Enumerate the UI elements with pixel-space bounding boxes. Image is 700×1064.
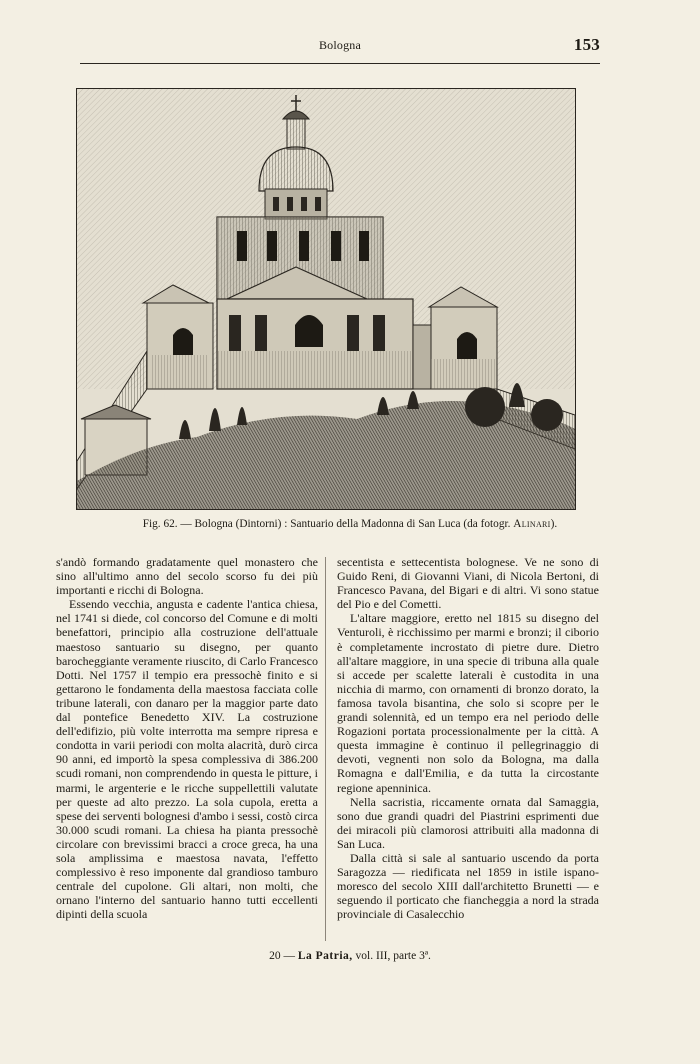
figure-caption [60,518,640,530]
signature-title: La Patria, [297,950,353,962]
left-paragraph-1: s'andò formando gradatamente quel monastero che sino all'ultimo anno del secolo scorso fu dei più importanti e ricchi di Bologna. [56,555,318,598]
right-column [337,555,599,945]
page-number: 153 [573,35,600,54]
running-title: Bologna [318,38,362,52]
signature-volume: vol. III, parte 3ª. [352,950,431,962]
engraving-svg [77,89,575,509]
header-rule [80,63,600,64]
right-paragraph-3: Nella sacristia, riccamente ornata dal Samaggia, sono due grandi quadri del Piastrini esprimenti due dei miracoli più clamorosi attribuiti alla madonna di San Luca. [337,794,599,851]
left-column [56,555,318,945]
right-paragraph-4: Dalla città si sale al santuario uscendo da porta Saragozza — riedificata nel 1859 in istile ispano-moresco del secolo XIII dall'architetto Brunetti — e seguendo il porticato che fiancheggia a nord la strada provinciale di Casalecchio [337,850,599,922]
sanctuary-illustration [76,88,576,510]
caption-text: Fig. 62. — Bologna (Dintorni) : Santuario della Madonna di San Luca (da fotogr. [142,518,514,530]
right-paragraph-2: L'altare maggiore, eretto nel 1815 su disegno del Venturoli, è ricchissimo per marmi e bronzi; il ciborio è completamente incrostato di pietre dure. Dietro all'altare maggiore, in una specie di tribuna alla quale si accede per scalette laterali è custodita in una nicchia di marmo, con ornamenti di bronzo dorato, la famosa tavola bisantina, che solo si scopre per le grandi solennità, ed un tempo era nel periodo delle Rogazioni portata processionalmente per la città. A questa immagine è continuo il pellegrinaggio di devoti, vegnenti non solo da Bologna, ma dalla Romagna e dall'Emilia, e da tutta la circostante regione apenninica. [337,611,599,795]
column-divider [325,557,326,941]
lantern [287,115,305,149]
caption-end: ). [550,518,558,530]
signature-line [0,950,700,962]
right-paragraph-1: secentista e settecentista bolognese. Ve ne sono di Guido Reni, di Giovanni Viani, di Nicola Bertoni, di Francesco Pavana, del Bigari e di altri. Vi sono statue del Pio e del Cometti. [337,555,599,612]
running-head [80,35,600,54]
signature-number: 20 — [269,950,298,962]
left-paragraph-2: Essendo vecchia, angusta e cadente l'antica chiesa, nel 1741 si diede, col concorso del Comune e di molti benefattori, principio alla costruzione dell'attuale maestoso santuario su disegno, per quanto barocheggiante veramente riuscito, di Carlo Francesco Dotti. Nel 1757 il tempio era pressochè finito e si gettarono le fondamenta della maestosa facciata colle tribune laterali, con danaro per la maggior parte dato dal pontefice Benedetto XIV. La costruzione dell'edifizio, più volte interrotta ma sempre ripresa e condotta in varii periodi con molta alacrità, durò circa 90 anni, ed importò la spesa complessiva di 386.200 scudi romani, non comprendendo in questa le pitture, i marmi, le argenterie e le ricche suppellettili valutate per queste ad alto prezzo. La sola cupola, eretta a spese dei serventi bolognesi d'ambo i sessi, costò circa 30.000 scudi romani. La chiesa ha pianta pressochè circolare con brevissimi bracci a croce greca, ha una sola amplissima e maestosa navata, l'effetto complessivo è reso imponente dal grandioso tamburo centrale del cupolone. Gli altari, non molti, che ornano l'interno del santuario hanno tutti eccellenti dipinti della scuola [56,597,318,922]
caption-photographer: Alinari [513,518,551,530]
